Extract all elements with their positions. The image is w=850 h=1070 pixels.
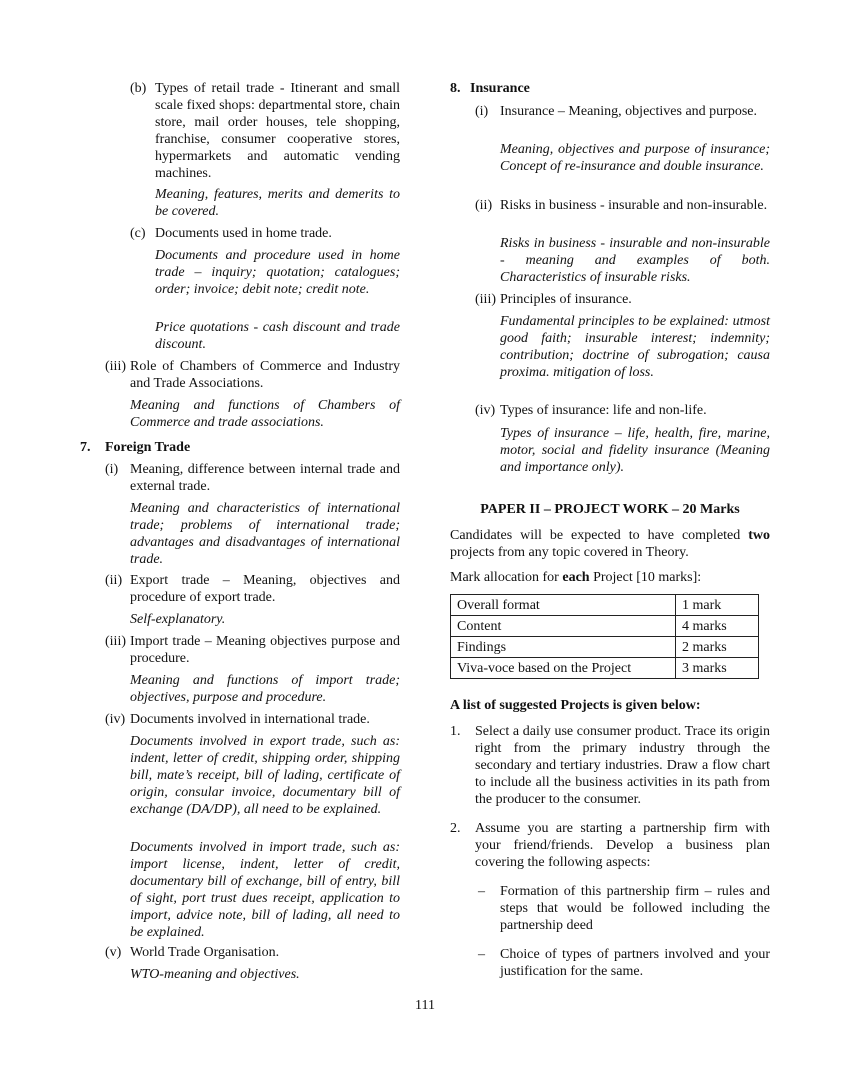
item-text: Import trade – Meaning objectives purpose and procedure. — [130, 634, 400, 666]
item-label: (i) — [105, 462, 119, 477]
section-number: 7. — [80, 440, 91, 455]
table-cell: 1 mark — [676, 595, 759, 616]
paragraph — [450, 527, 770, 561]
table-row — [451, 595, 759, 616]
list-item: Assume you are starting a partnership firm with your friend/friends. Develop a business plan covering the following aspects: — [475, 821, 770, 870]
item-note: Meaning, features, merits and demerits to be covered. — [155, 187, 400, 219]
item-note: Documents involved in import trade, such as: import license, indent, letter of credit, documentary bill of exchange, bill of entry, bill of sight, port trust dues receipt, application to import, advice note, bill of lading, all need to be explained. — [130, 840, 400, 940]
item-label: (iv) — [105, 712, 126, 727]
table-cell: Content — [451, 616, 676, 637]
list-item: Select a daily use consumer product. Trace its origin right from the primary industry through the secondary and tertiary industries. Draw a flow chart to include all the business activities in its path from the producer to the consumer. — [475, 724, 770, 807]
item-note: Types of insurance – life, health, fire, marine, motor, social and fidelity insurance (Meaning and importance only). — [500, 426, 770, 475]
item-label: (iii) — [105, 359, 126, 374]
item-note: Meaning and characteristics of international trade; problems of international trade; advantages and disadvantages of international trade. — [130, 501, 400, 567]
item-text: Insurance – Meaning, objectives and purpose. — [500, 104, 757, 119]
item-text: Types of retail trade - Itinerant and small scale fixed shops: departmental store, chain store, mail order houses, tele shopping, franchise, consumer cooperative stores, hypermarkets and automatic vending machines. — [155, 81, 400, 181]
bullet-item: Formation of this partnership firm – rules and steps that would be followed including the partnership deed — [500, 884, 770, 933]
item-note: Meaning, objectives and purpose of insurance; Concept of re-insurance and double insurance. — [500, 142, 770, 174]
section-title: Insurance — [470, 81, 530, 96]
paragraph — [450, 569, 770, 586]
item-text: Documents used in home trade. — [155, 226, 332, 241]
marks-table — [450, 594, 759, 679]
item-note: Meaning and functions of Chambers of Commerce and trade associations. — [130, 398, 400, 430]
item-text: Role of Chambers of Commerce and Industry and Trade Associations. — [130, 359, 400, 391]
item-label: (b) — [130, 81, 147, 96]
text: Candidates will be expected to have completed — [450, 528, 749, 543]
item-note: Price quotations - cash discount and trade discount. — [155, 320, 400, 352]
item-note: Self-explanatory. — [130, 612, 226, 627]
paper-heading: PAPER II – PROJECT WORK – 20 Marks — [480, 502, 740, 517]
item-text: Documents involved in international trade. — [130, 712, 370, 727]
item-note: Documents and procedure used in home trade – inquiry; quotation; catalogues; order; invoice; debit note; credit note. — [155, 248, 400, 297]
page-number: 111 — [415, 998, 435, 1013]
dash-bullet: – — [478, 947, 485, 962]
text: Project [10 marks]: — [589, 570, 702, 585]
item-label: (ii) — [475, 198, 493, 213]
item-label: (c) — [130, 226, 146, 241]
item-note: WTO-meaning and objectives. — [130, 967, 300, 982]
item-text: Export trade – Meaning, objectives and procedure of export trade. — [130, 573, 400, 605]
item-label: (iv) — [475, 403, 496, 418]
item-text: Principles of insurance. — [500, 292, 632, 307]
bullet-item: Choice of types of partners involved and your justification for the same. — [500, 947, 770, 979]
item-label: (iii) — [105, 634, 126, 649]
item-label: (v) — [105, 945, 122, 960]
item-label: (i) — [475, 104, 489, 119]
table-cell: 2 marks — [676, 637, 759, 658]
item-text: Types of insurance: life and non-life. — [500, 403, 707, 418]
item-note: Meaning and functions of import trade; objectives, purpose and procedure. — [130, 673, 400, 705]
text: Mark allocation for — [450, 570, 563, 585]
table-cell: Viva-voce based on the Project — [451, 658, 676, 679]
item-text: World Trade Organisation. — [130, 945, 280, 960]
table-row — [451, 616, 759, 637]
item-label: (iii) — [475, 292, 496, 307]
table-cell: Findings — [451, 637, 676, 658]
table-row — [451, 658, 759, 679]
table-row — [451, 637, 759, 658]
item-text: Risks in business - insurable and non-insurable. — [500, 198, 768, 213]
section-title: Foreign Trade — [105, 440, 191, 455]
item-label: (ii) — [105, 573, 123, 588]
emphasis: two — [748, 528, 770, 543]
table-cell: Overall format — [451, 595, 676, 616]
item-note: Documents involved in export trade, such as: indent, letter of credit, shipping order, shipping bill, mate’s receipt, bill of lading, certificate of origin, consular invoice, documentary bill of exchange (DA/DP), all need to be explained. — [130, 734, 400, 817]
emphasis: each — [562, 570, 590, 585]
projects-heading: A list of suggested Projects is given below: — [450, 698, 701, 713]
section-number: 8. — [450, 81, 461, 96]
list-number: 1. — [450, 724, 461, 739]
item-note: Risks in business - insurable and non-insurable - meaning and examples of both. Characteristics of insurable risks. — [500, 236, 770, 285]
text: projects from any topic covered in Theory. — [450, 545, 689, 560]
table-cell: 4 marks — [676, 616, 759, 637]
item-note: Fundamental principles to be explained: utmost good faith; insurable interest; indemnity; contribution; doctrine of subrogation; causa proxima. mitigation of loss. — [500, 314, 770, 380]
item-text: Meaning, difference between internal trade and external trade. — [130, 462, 400, 494]
table-cell: 3 marks — [676, 658, 759, 679]
list-number: 2. — [450, 821, 461, 836]
dash-bullet: – — [478, 884, 485, 899]
